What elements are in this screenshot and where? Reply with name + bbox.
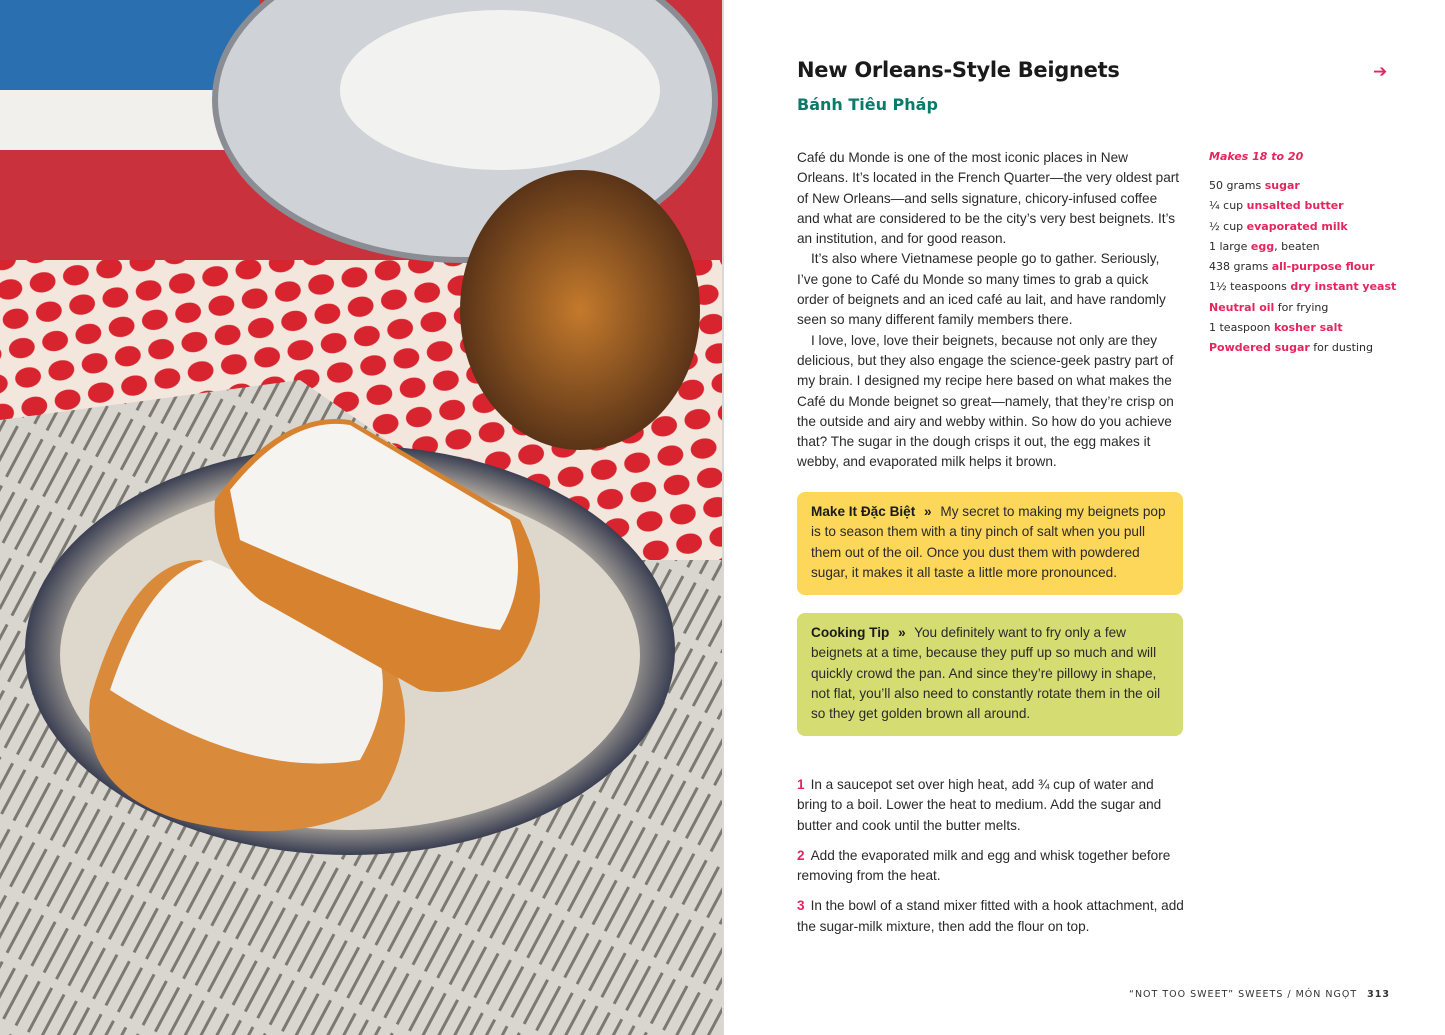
recipe-yield: Makes 18 to 20	[1209, 150, 1304, 163]
ingredient-item: Neutral oil	[1209, 300, 1275, 314]
ingredient-item	[1209, 257, 1409, 277]
step-item	[797, 896, 1187, 937]
arrow-right-icon: ➔	[1373, 62, 1388, 82]
recipe-steps	[797, 775, 1187, 947]
ingredient-item	[1209, 217, 1409, 237]
step-text: Add the evaporated milk and egg and whisk together before removing from the heat.	[797, 847, 1171, 884]
tip-box-cooking-tip	[797, 613, 1183, 736]
ingredient-item	[1209, 338, 1409, 358]
ingredient-post: for dusting	[1309, 341, 1373, 355]
ingredient-pre: ½ cup	[1209, 219, 1247, 233]
step-item	[797, 775, 1187, 836]
ingredient-post: , beaten	[1274, 239, 1320, 253]
ingredient-item	[1209, 298, 1409, 318]
ingredient-item	[1209, 318, 1409, 338]
ingredient-item: all-purpose flour	[1271, 260, 1375, 274]
step-text: In the bowl of a stand mixer fitted with a hook attachment, add the sugar-milk mixture, then add the flour on top.	[797, 898, 1184, 934]
tip-label: Cooking Tip	[811, 625, 890, 640]
ingredient-item	[1209, 277, 1409, 297]
ingredient-pre: ¼ cup	[1209, 199, 1247, 213]
recipe-title: New Orleans-Style Beignets	[797, 58, 1120, 82]
tip-separator: »	[924, 504, 932, 519]
ingredient-pre: 1 large	[1209, 239, 1251, 253]
page-footer	[1100, 989, 1390, 1000]
beignets-photo	[0, 0, 722, 1035]
recipe-subtitle: Bánh Tiêu Pháp	[797, 95, 938, 114]
ingredient-post: for frying	[1274, 300, 1329, 314]
ingredient-item: Powdered sugar	[1209, 341, 1310, 355]
ingredient-item: dry instant yeast	[1290, 280, 1397, 294]
ingredients-list	[1209, 150, 1409, 359]
step-number: 1	[797, 777, 805, 792]
ingredient-item: sugar	[1264, 179, 1300, 192]
ingredient-pre: 1 teaspoon	[1209, 321, 1274, 335]
step-item	[797, 846, 1187, 887]
recipe-intro	[797, 148, 1183, 473]
intro-paragraph: I love, love, love their beignets, because not only are they delicious, but they also engage the science-geek pastry part of my brain. I designed my recipe here based on what makes the Café du Monde beignet so great—namely, that they’re crisp on the outside and airy and webby within. So how do you achieve that? The sugar in the dough crisps it out, the egg makes it webby, and evaporated milk helps it brown.	[797, 332, 1174, 470]
step-text: In a saucepot set over high heat, add ¾ cup of water and bring to a boil. Lower the heat to medium. Add the sugar and butter and cook until the butter melts.	[797, 777, 1162, 833]
tip-label: Make It Đặc Biệt	[811, 504, 916, 519]
section-name: “NOT TOO SWEET” SWEETS / MÓN NGỌT	[1129, 989, 1358, 1000]
ingredient-item: evaporated milk	[1246, 219, 1348, 233]
ingredient-item: unsalted butter	[1246, 199, 1344, 213]
ingredient-pre: 438 grams	[1209, 260, 1272, 274]
ingredient-item	[1209, 196, 1409, 216]
step-number: 2	[797, 847, 805, 863]
ingredient-pre: 1½ teaspoons	[1209, 280, 1291, 294]
tip-text: You definitely want to fry only a few beignets at a time, because they puff up so much and will quickly crowd the pan. And since they’re pillowy in shape, not flat, you’ll also need to constantly rotate them in the oil so they get golden brown all around.	[811, 625, 1161, 722]
tip-separator: »	[898, 625, 906, 640]
page-gutter	[722, 0, 724, 1035]
page-number: 313	[1367, 989, 1390, 1000]
step-number: 3	[797, 898, 805, 914]
ingredient-item: egg	[1250, 239, 1275, 253]
intro-paragraph: Café du Monde is one of the most iconic places in New Orleans. It’s located in the French Quarter—the very oldest part of New Orleans—and sells signature, chicory-infused coffee and what are considered to be the city’s very best beignets. It’s an institution, and for good reason.	[797, 150, 1180, 247]
ingredient-item: kosher salt	[1273, 321, 1343, 335]
tip-box-make-it-dac-biet	[797, 492, 1183, 595]
ingredient-pre: 50 grams	[1209, 179, 1265, 192]
ingredient-item	[1209, 237, 1409, 257]
tip-text: My secret to making my beignets pop is to season them with a tiny pinch of salt when you pull them out of the oil. Once you dust them with powdered sugar, it makes it all taste a little more pronounced.	[811, 504, 1166, 580]
ingredient-item	[1209, 176, 1409, 196]
intro-paragraph: It’s also where Vietnamese people go to gather. Seriously, I’ve gone to Café du Monde so many times to grab a quick order of beignets and an iced café au lait, and have randomly seen so many different family members there.	[797, 251, 1166, 328]
